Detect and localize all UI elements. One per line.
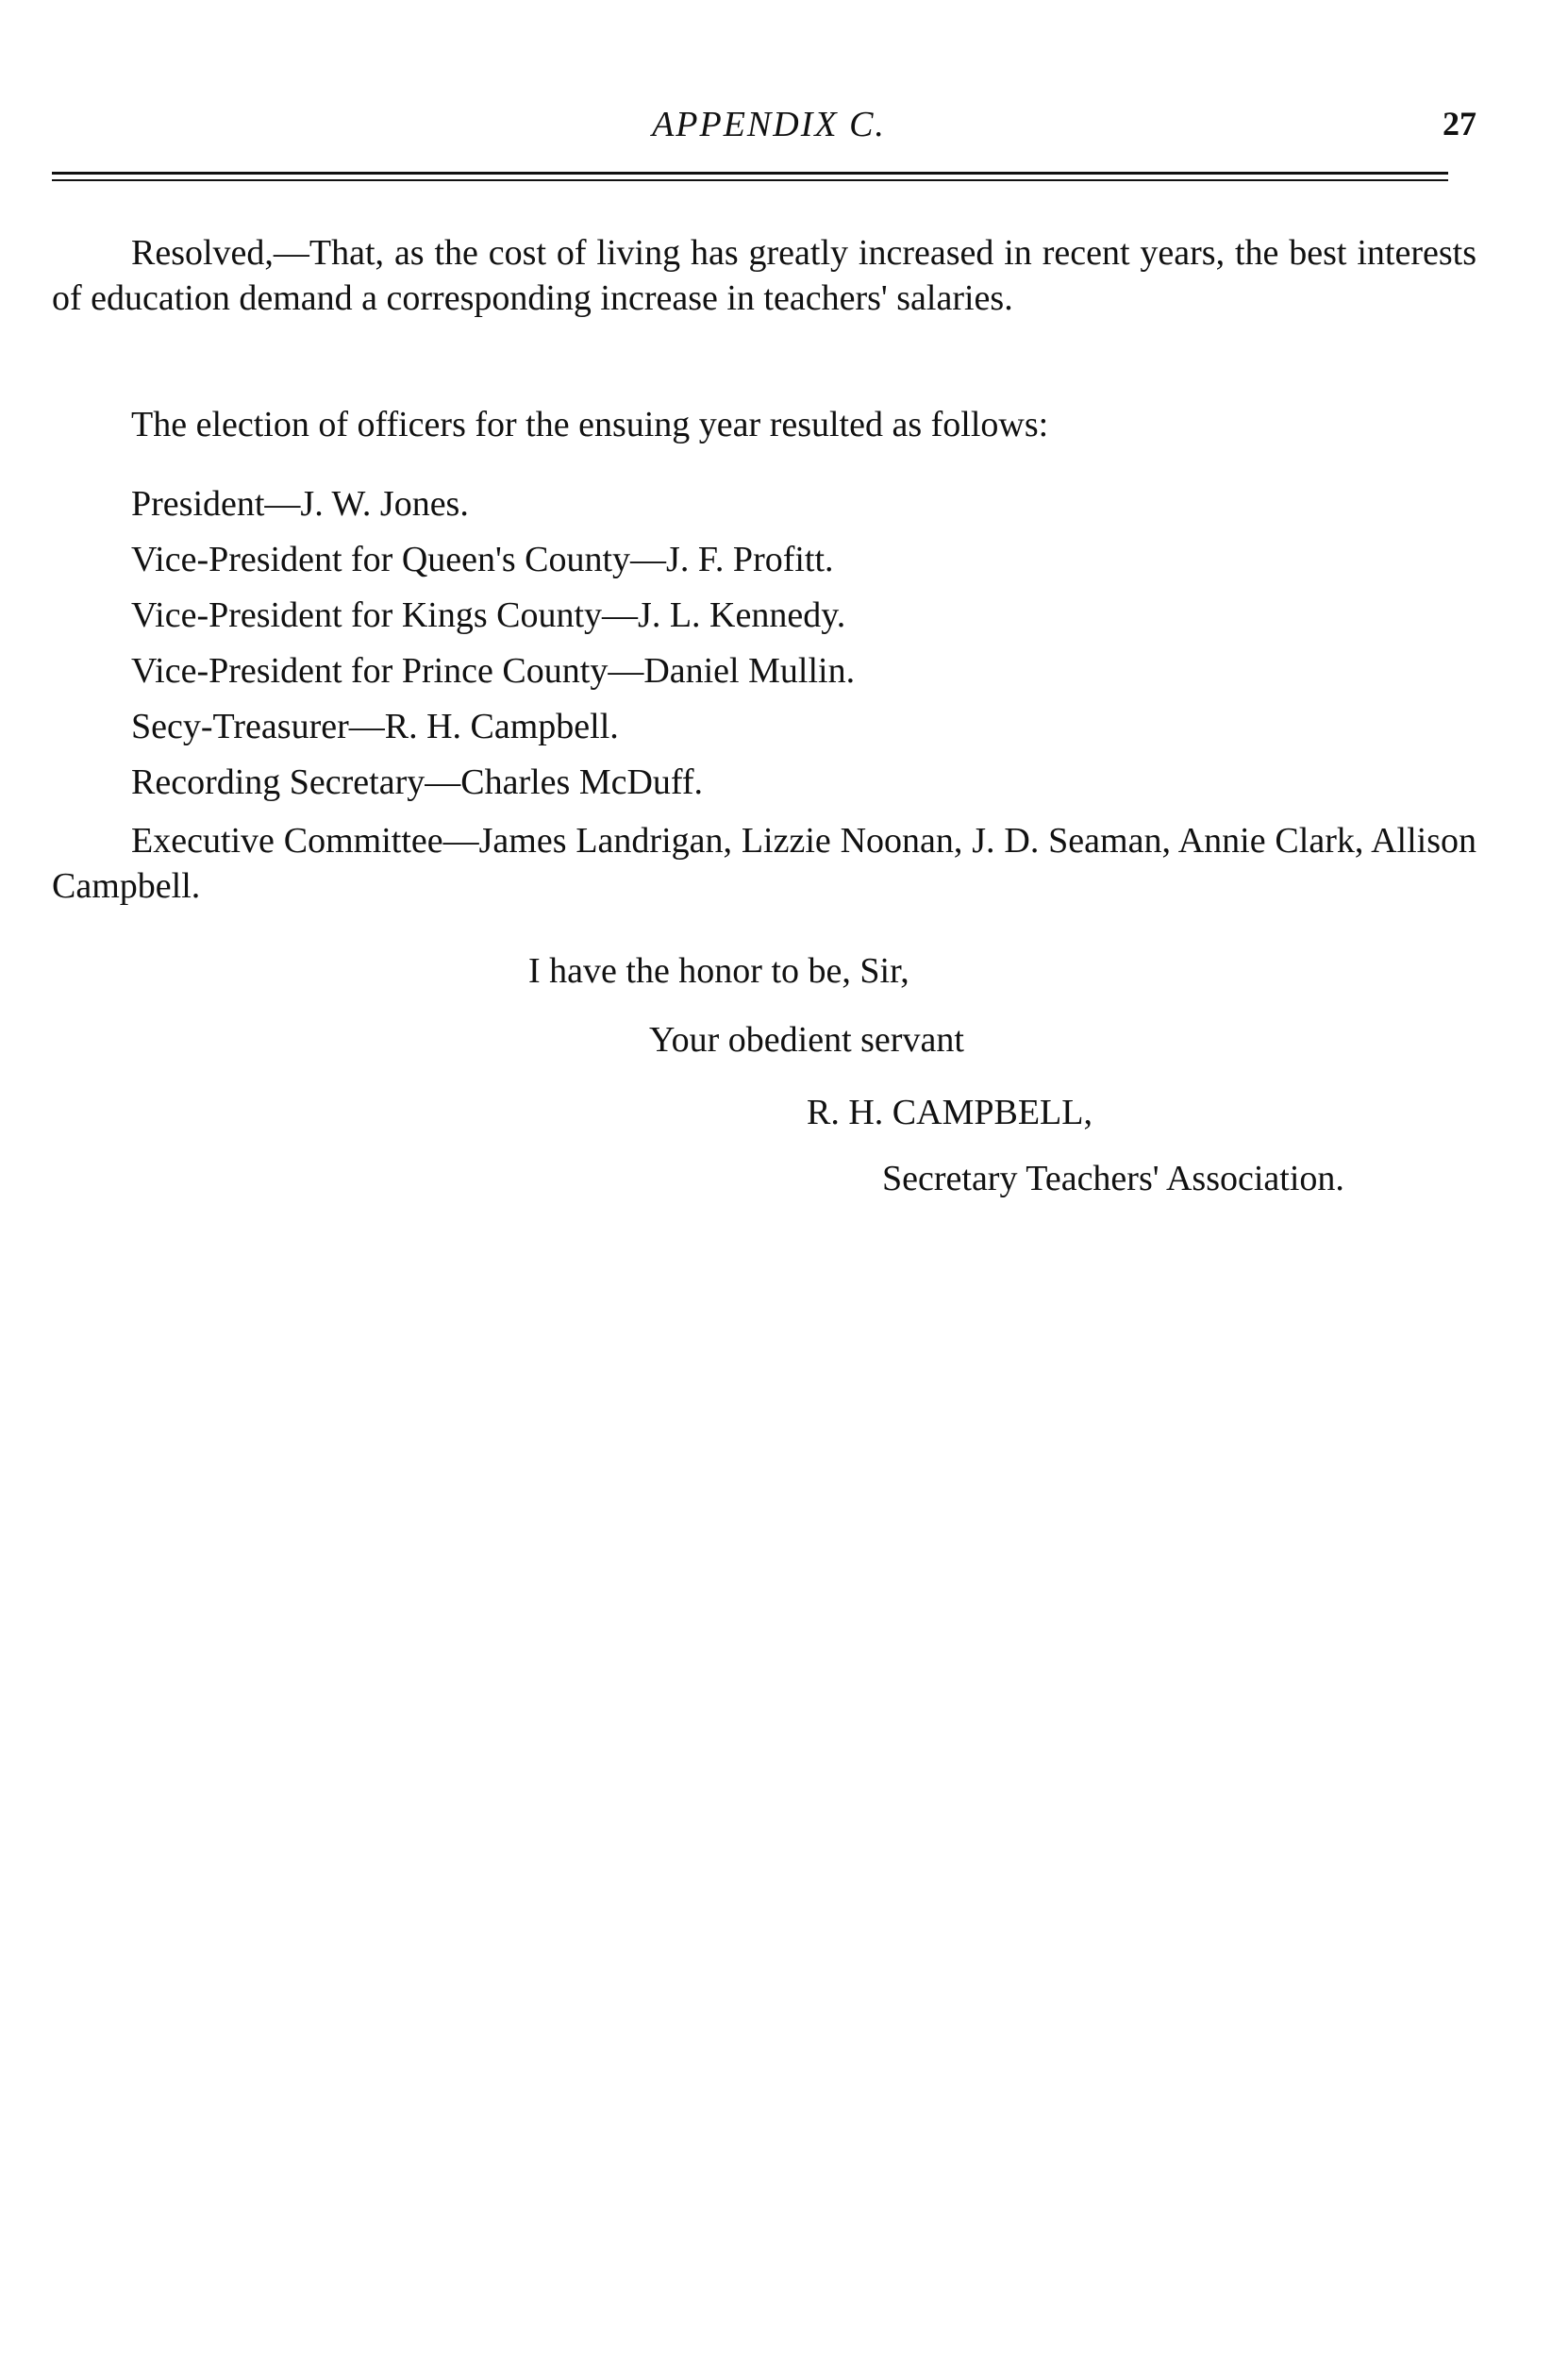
officer-entry-executive-committee: Executive Committee—James Landrigan, Lizzie Noonan, J. D. Seaman, Annie Clark, Allison Campbell. (52, 821, 1476, 906)
header-rule (52, 172, 1448, 175)
resolution-section (52, 230, 1476, 321)
closing-complimentary: Your obedient servant (649, 1020, 964, 1060)
closing-salutation: I have the honor to be, Sir, (528, 951, 909, 991)
officer-entry: Secy-Treasurer—R. H. Campbell. (131, 707, 619, 746)
header-rule-secondary (52, 179, 1448, 181)
officer-entry: President—J. W. Jones. (131, 484, 469, 524)
election-section (52, 402, 1476, 447)
officer-entry: Vice-President for Queen's County—J. F. Profitt. (131, 540, 834, 579)
officers-list (52, 477, 1476, 909)
resolution-paragraph: Resolved,—That, as the cost of living has greatly increased in recent years, the best interests of education demand a corresponding increase in teachers' salaries. (52, 233, 1476, 318)
election-intro: The election of officers for the ensuing year resulted as follows: (131, 405, 1049, 444)
signature-title: Secretary Teachers' Association. (882, 1159, 1344, 1198)
page-number: 27 (1443, 105, 1476, 142)
officer-entry: Recording Secretary—Charles McDuff. (131, 762, 704, 802)
officer-entry: Vice-President for Prince County—Daniel Mullin. (131, 651, 856, 691)
page-header (52, 104, 1486, 151)
page-title: APPENDIX C. (652, 105, 886, 144)
officer-entry: Vice-President for Kings County—J. L. Kennedy. (131, 595, 846, 635)
signature-name: R. H. CAMPBELL, (807, 1093, 1093, 1132)
